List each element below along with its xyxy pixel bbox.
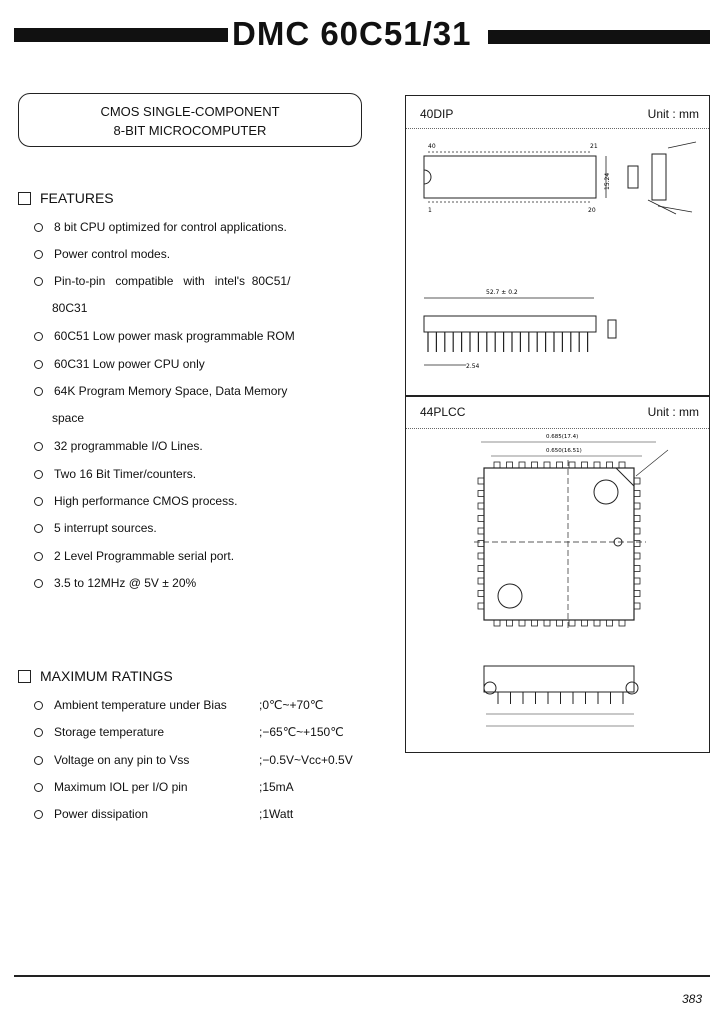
plcc-pin [607,462,613,468]
plcc-pin [478,478,484,484]
bullet-icon [34,810,43,819]
dip-package-panel [405,95,710,397]
feature-item: 8 bit CPU optimized for control applications. [34,219,287,235]
feature-item-continuation: space [52,411,85,425]
plcc-pin [594,462,600,468]
plcc-pin [519,462,525,468]
plcc-pin [478,603,484,609]
plcc-pin [619,462,625,468]
feature-item: 2 Level Programmable serial port. [34,548,234,564]
bullet-icon [34,783,43,792]
plcc-pin [634,528,640,534]
plcc-pin [569,462,575,468]
ratings-heading-text: MAXIMUM RATINGS [40,668,173,684]
plcc-pin [582,620,588,626]
plcc-pin [478,503,484,509]
plcc-pin [594,620,600,626]
features-heading [18,190,114,206]
subtitle-line-2: 8-BIT MICROCOMPUTER [113,123,267,138]
bullet-icon [34,728,43,737]
bullet-icon [34,442,43,451]
plcc-pin [478,516,484,522]
title-bar-left [14,28,228,42]
plcc-pin [634,541,640,547]
page-number: 383 [681,992,702,1006]
bullet-icon [34,524,43,533]
plcc-pin [634,503,640,509]
plcc-pin [478,591,484,597]
plcc-pin [478,553,484,559]
ratings-heading [18,668,173,684]
feature-item: 64K Program Memory Space, Data Memory [34,383,287,399]
feature-item: 60C51 Low power mask programmable ROM [34,328,295,344]
bullet-icon [34,332,43,341]
bullet-icon [34,579,43,588]
checkbox-square-icon [18,670,31,683]
rating-row: Power dissipation ;1Watt [34,806,293,822]
footer-rule [14,975,710,977]
feature-item: 32 programmable I/O Lines. [34,438,203,454]
bullet-icon [34,223,43,232]
plcc-pin [544,620,550,626]
dip-label: 40DIP [420,107,454,121]
plcc-pin [569,620,575,626]
feature-item: Pin-to-pin compatible with intel's 80C51/ [34,273,290,289]
feature-item: 3.5 to 12MHz @ 5V ± 20% [34,575,196,591]
plcc-pin [532,620,538,626]
plcc-pin [519,620,525,626]
dip-diagram [406,130,709,395]
plcc-diagram [406,430,709,750]
dip-pin-20: 20 [588,207,596,214]
bullet-icon [34,360,43,369]
dip-length-dim: 52.7 ± 0.2 [486,289,518,296]
plcc-pin [557,620,563,626]
bullet-icon [34,470,43,479]
dip-pin-1: 1 [428,207,432,214]
plcc-width-dim: 0.685(17.4) [546,434,579,440]
bullet-icon [34,387,43,396]
plcc-pin [494,462,500,468]
bullet-icon [34,277,43,286]
plcc-pin [507,620,513,626]
plcc-pin [478,578,484,584]
plcc-pin [582,462,588,468]
subtitle-box [18,93,362,147]
rating-row: Ambient temperature under Bias ;0℃~+70℃ [34,697,323,713]
dip-unit: Unit : mm [647,107,699,121]
dip-pin-40: 40 [428,143,436,150]
feature-item: Power control modes. [34,246,170,262]
plcc-pin [634,516,640,522]
checkbox-square-icon [18,192,31,205]
dip-width-dim: 15.24 [604,172,611,190]
feature-item: 5 interrupt sources. [34,520,157,536]
plcc-label: 44PLCC [420,405,466,419]
plcc-pin [478,541,484,547]
plcc-unit: Unit : mm [647,405,699,419]
title-bar-right [488,30,710,44]
plcc-pin [634,591,640,597]
rating-row: Storage temperature ;−65℃~+150℃ [34,724,344,740]
plcc-pin [494,620,500,626]
rating-row: Voltage on any pin to Vss ;−0.5V~Vcc+0.5V [34,752,353,768]
plcc-pin [478,566,484,572]
plcc-pin [478,528,484,534]
feature-item: Two 16 Bit Timer/counters. [34,466,196,482]
plcc-pin [532,462,538,468]
feature-item: High performance CMOS process. [34,493,237,509]
bullet-icon [34,497,43,506]
plcc-pin [557,462,563,468]
subtitle-line-1: CMOS SINGLE-COMPONENT [100,104,280,119]
rating-row: Maximum IOL per I/O pin ;15mA [34,779,294,795]
plcc-pin [634,578,640,584]
plcc-pin [478,491,484,497]
feature-item: 60C31 Low power CPU only [34,356,205,372]
plcc-pin [634,553,640,559]
plcc-pin [634,491,640,497]
page-title: DMC 60C51/31 [232,15,472,52]
plcc-pin [607,620,613,626]
bullet-icon [34,250,43,259]
plcc-pin [634,566,640,572]
plcc-pin [634,478,640,484]
plcc-pin [634,603,640,609]
features-heading-text: FEATURES [40,190,114,206]
plcc-pin [544,462,550,468]
feature-item-continuation: 80C31 [52,301,88,315]
plcc-package-panel [405,395,710,753]
dip-pin-21: 21 [590,143,598,150]
bullet-icon [34,701,43,710]
bullet-icon [34,756,43,765]
plcc-body-dim: 0.650(16.51) [546,448,582,454]
bullet-icon [34,552,43,561]
plcc-pin [507,462,513,468]
dip-pitch-dim: 2.54 [466,363,480,370]
plcc-pin [619,620,625,626]
